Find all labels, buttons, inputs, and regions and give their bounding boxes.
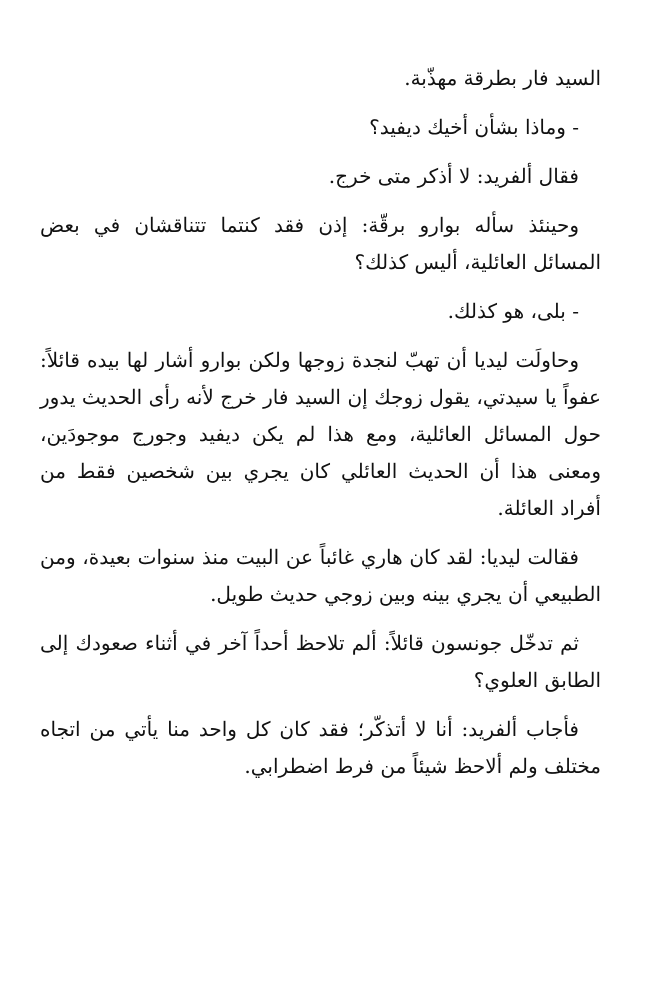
paragraph-8: ثم تدخّل جونسون قائلاً: ألم تلاحظ أحداً آخر في أثناء صعودك إلى الطابق العلوي؟	[40, 631, 601, 692]
paragraph-6: وحاولَت ليديا أن تهبّ لنجدة زوجها ولكن بوارو أشار لها بيده قائلاً: عفواً يا سيدتي، يقول زوجك إن السيد فار خرج لأنه رأى الحديث يدور حول المسائل العائلية، ومع هذا لم يكن ديفيد وجورج موجودَين، ومعنى هذا أن الحديث العائلي كان يجري بين شخصين فقط من أفراد العائلة.	[40, 348, 601, 520]
paragraph-9: فأجاب ألفريد: أنا لا أتذكّر؛ فقد كان كل واحد منا يأتي من اتجاه مختلف ولم ألاحظ شيئاً من فرط اضطرابي.	[40, 717, 601, 778]
paragraph-3: فقال ألفريد: لا أذكر متى خرج.	[328, 164, 579, 188]
paragraph-1: السيد فار بطرقة مهذّبة.	[404, 66, 601, 90]
paragraph-4: وحينئذ سأله بوارو برقّة: إذن فقد كنتما تتناقشان في بعض المسائل العائلية، أليس كذلك؟	[40, 213, 601, 274]
paragraph-5: - بلى، هو كذلك.	[447, 299, 579, 323]
paragraph-2: - وماذا بشأن أخيك ديفيد؟	[369, 115, 579, 139]
paragraph-7: فقالت ليديا: لقد كان هاري غائباً عن البيت منذ سنوات بعيدة، ومن الطبيعي أن يجري بينه وبين زوجي حديث طويل.	[40, 545, 601, 606]
